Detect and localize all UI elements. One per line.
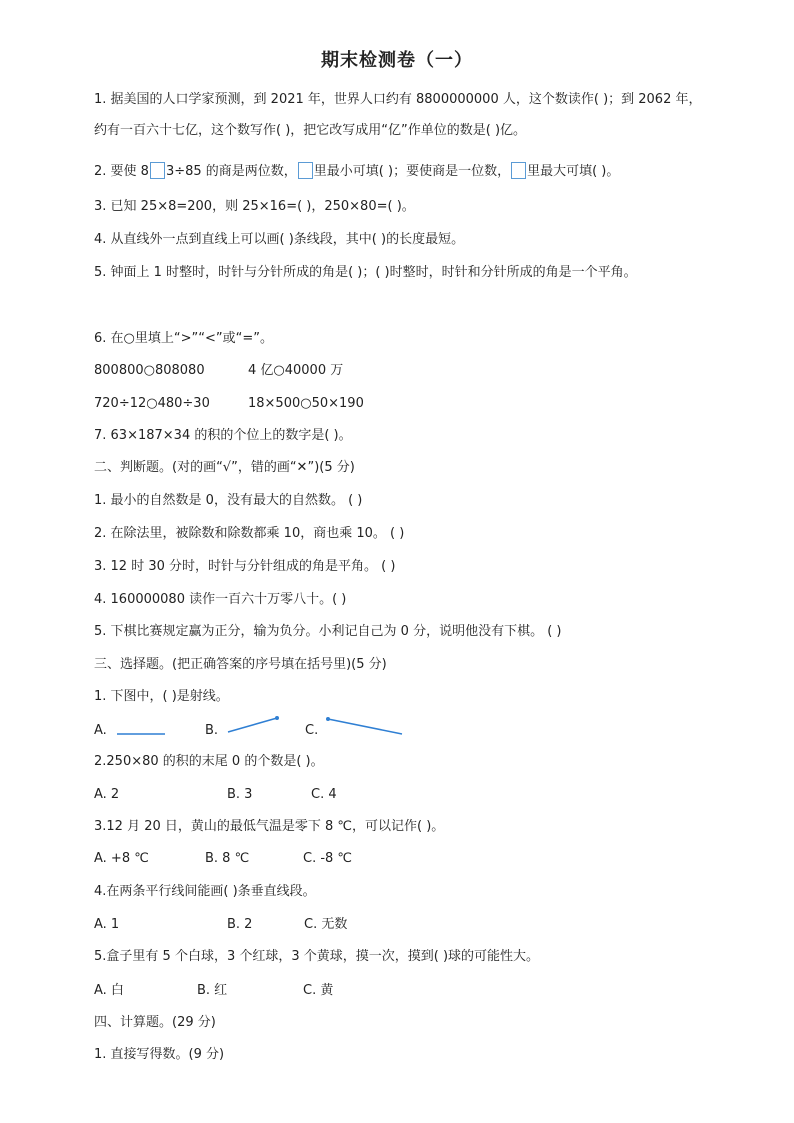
choice-q3-option-c: C. -8 ℃	[303, 851, 353, 866]
choice-q2-option-a: A. 2	[94, 787, 120, 802]
q2-part4: 里最大可填( )。	[527, 164, 620, 179]
line-segment-figure-a	[115, 726, 167, 738]
q5: 5. 钟面上 1 时整时，时针与分针所成的角是( )；( )时整时，时针和分针所成的角是一个平角。	[94, 265, 637, 280]
digit-box[interactable]	[150, 162, 165, 179]
choice-q3-option-b: B. 8 ℃	[205, 851, 250, 866]
figure-b-line	[228, 718, 277, 732]
q4: 4. 从直线外一点到直线上可以画( )条线段，其中( )的长度最短。	[94, 232, 465, 247]
figure-c-line	[328, 719, 402, 734]
q3: 3. 已知 25×8=200，则 25×16=( )，250×80=( )。	[94, 199, 415, 214]
section3-heading: 三、选择题。(把正确答案的序号填在括号里)(5 分)	[94, 657, 387, 672]
q2-part3: 里最小可填( )；要使商是一位数，	[313, 164, 511, 179]
q6-d: 18×500○50×190	[248, 396, 364, 411]
q1-line1: 1. 据美国的人口学家预测，到 2021 年，世界人口约有 8800000000 人，这个数读作( )；到 2062 年，	[94, 92, 702, 107]
choice-q4-option-a: A. 1	[94, 917, 120, 932]
q6-a: 800800○808080	[94, 363, 205, 378]
judge-item-2: 2. 在除法里，被除数和除数都乘 10，商也乘 10。 ( )	[94, 526, 405, 541]
digit-box[interactable]	[511, 162, 526, 179]
q7: 7. 63×187×34 的积的个位上的数字是( )。	[94, 428, 352, 443]
judge-item-3: 3. 12 时 30 分时，时针与分针组成的角是平角。 ( )	[94, 559, 396, 574]
judge-item-1: 1. 最小的自然数是 0，没有最大的自然数。 ( )	[94, 493, 363, 508]
q2	[94, 162, 619, 181]
judge-item-4: 4. 160000080 读作一百六十万零八十。( )	[94, 592, 347, 607]
q6-head: 6. 在○里填上“>”“<”或“=”。	[94, 331, 273, 346]
ray-figure-c	[324, 714, 406, 738]
section2-heading: 二、判断题。(对的画“√”，错的画“✕”)(5 分)	[94, 460, 355, 475]
calc-q1: 1. 直接写得数。(9 分)	[94, 1047, 225, 1062]
choice-q1-option-b: B.	[205, 723, 219, 738]
choice-q5: 5.盒子里有 5 个白球，3 个红球，3 个黄球，摸一次，摸到( )球的可能性大。	[94, 949, 540, 964]
section4-heading: 四、计算题。(29 分)	[94, 1015, 216, 1030]
q6-b: 4 亿○40000 万	[248, 363, 344, 378]
page-title: 期末检测卷（一）	[321, 50, 473, 71]
choice-q1-option-c: C.	[305, 723, 319, 738]
judge-item-5: 5. 下棋比赛规定赢为正分，输为负分。小利记自己为 0 分，说明他没有下棋。 ( )	[94, 624, 562, 639]
q1-line2: 约有一百六十七亿，这个数写作( )，把它改写成用“亿”作单位的数是( )亿。	[94, 123, 527, 138]
figure-b-endpoint	[275, 716, 279, 720]
choice-q5-option-a: A. 白	[94, 983, 124, 998]
choice-q2-option-b: B. 3	[227, 787, 253, 802]
choice-q5-option-b: B. 红	[197, 983, 228, 998]
choice-q3: 3.12 月 20 日，黄山的最低气温是零下 8 ℃，可以记作( )。	[94, 819, 445, 834]
choice-q3-option-a: A. +8 ℃	[94, 851, 149, 866]
digit-box[interactable]	[298, 162, 313, 179]
choice-q4: 4.在两条平行线间能画( )条垂直线段。	[94, 884, 316, 899]
choice-q1-option-a: A.	[94, 723, 107, 738]
line-segment-figure-b	[224, 714, 282, 736]
choice-q4-option-c: C. 无数	[304, 917, 348, 932]
choice-q1: 1. 下图中，( )是射线。	[94, 689, 229, 704]
q6-c: 720÷12○480÷30	[94, 396, 210, 411]
choice-q4-option-b: B. 2	[227, 917, 253, 932]
choice-q2-option-c: C. 4	[311, 787, 337, 802]
q2-part1: 2. 要使 8	[94, 164, 149, 179]
choice-q5-option-c: C. 黄	[303, 983, 334, 998]
choice-q2: 2.250×80 的积的末尾 0 的个数是( )。	[94, 754, 324, 769]
figure-c-endpoint	[326, 717, 330, 721]
q2-part2: 3÷85 的商是两位数，	[165, 164, 297, 179]
